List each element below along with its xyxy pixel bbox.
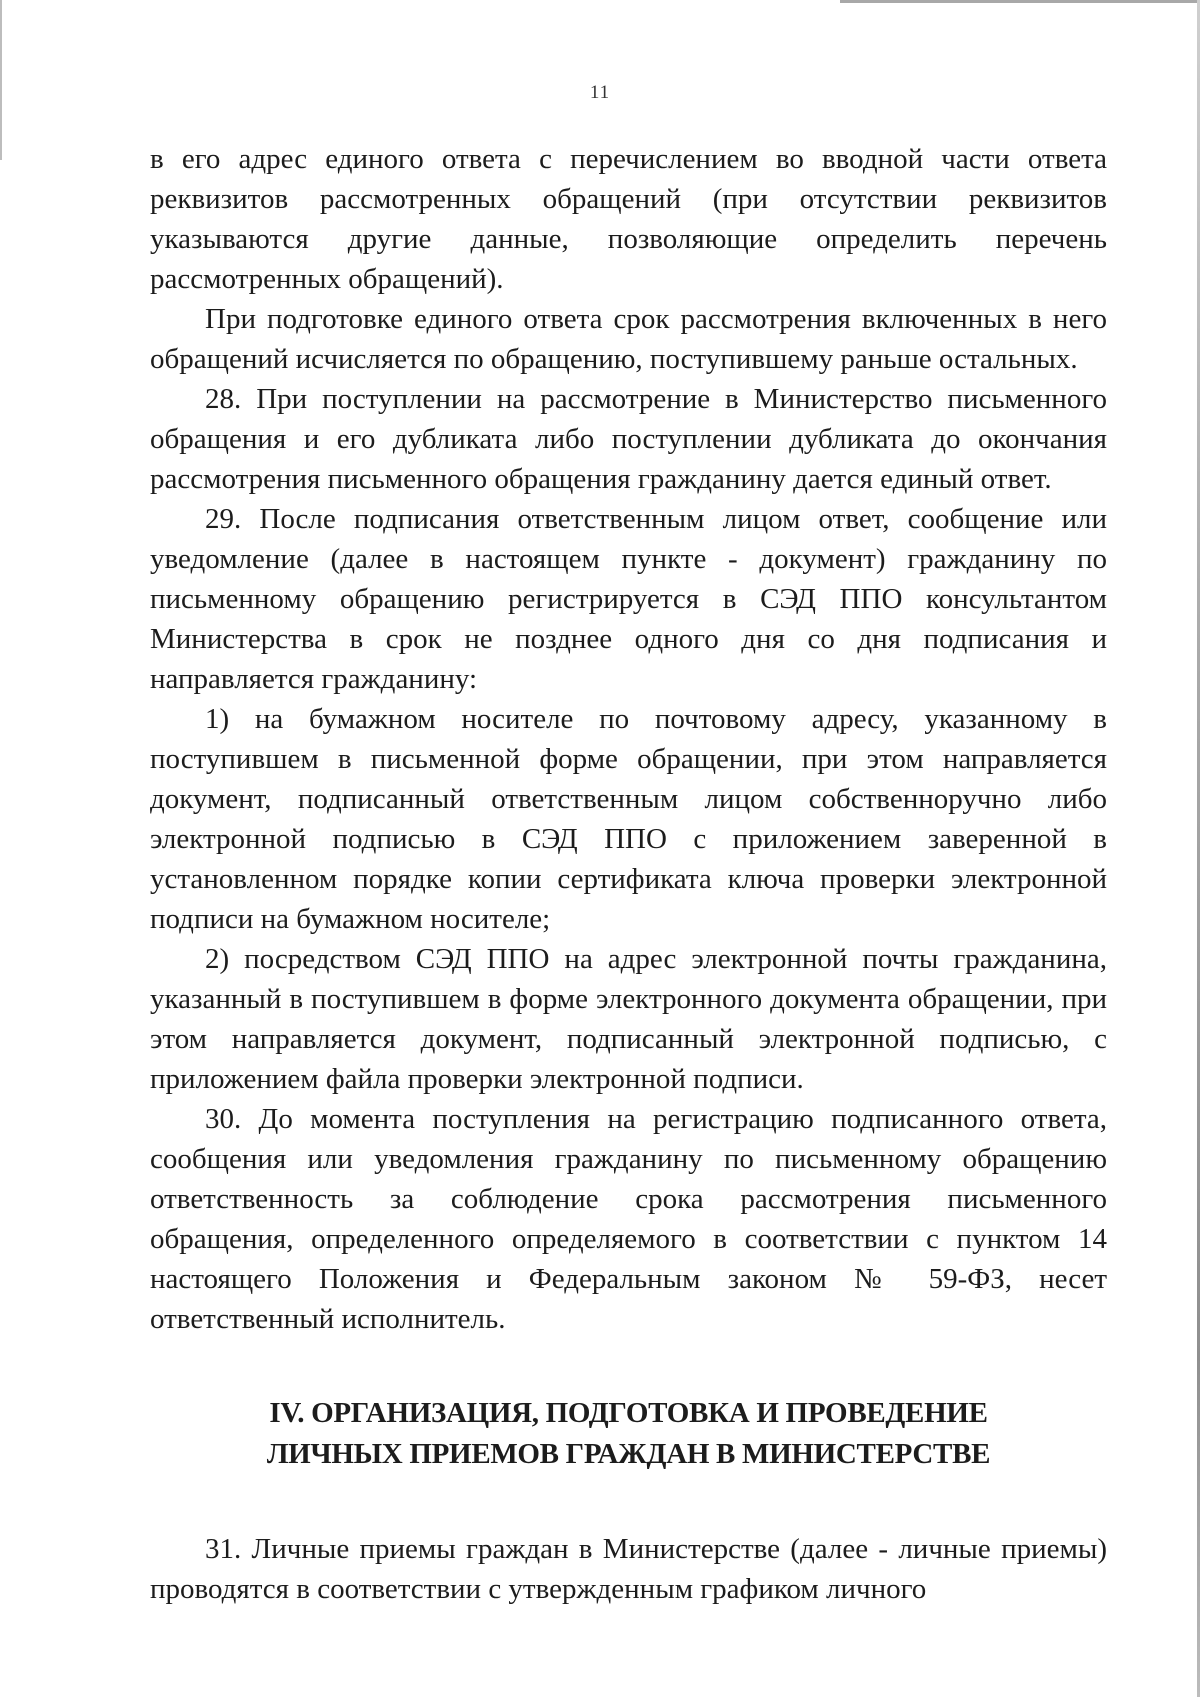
document-body xyxy=(150,139,1107,1609)
scan-edge-left xyxy=(0,0,2,160)
section-heading xyxy=(150,1393,1107,1475)
paragraph-28: 28. При поступлении на рассмотрение в Министерство письменного обращения и его дубликата либо поступлении дубликата до окончания рассмотрения письменного обращения гражданину дается единый ответ. xyxy=(150,383,1107,495)
paragraph-single-answer: При подготовке единого ответа срок рассмотрения включенных в него обращений исчисляется по обращению, поступившему раньше остальных. xyxy=(150,303,1107,375)
paragraph-31: 31. Личные приемы граждан в Министерстве (далее - личные приемы) проводятся в соответствии с утвержденным графиком личного xyxy=(150,1533,1107,1605)
paragraph-29-item-2: 2) посредством СЭД ППО на адрес электронной почты гражданина, указанный в поступившем в форме электронного документа обращении, при этом направляется документ, подписанный электронной подписью, с приложением файла проверки электронной подписи. xyxy=(150,943,1107,1095)
scan-edge-top xyxy=(840,0,1200,3)
section-heading-line-2: ЛИЧНЫХ ПРИЕМОВ ГРАЖДАН В МИНИСТЕРСТВЕ xyxy=(266,1438,991,1470)
paragraph-29: 29. После подписания ответственным лицом ответ, сообщение или уведомление (далее в настоящем пункте - документ) гражданину по письменному обращению регистрируется в СЭД ППО консультантом Министерства в срок не позднее одного дня со дня подписания и направляется гражданину: xyxy=(150,503,1107,695)
section-heading-line-1: IV. ОРГАНИЗАЦИЯ, ПОДГОТОВКА И ПРОВЕДЕНИЕ xyxy=(269,1397,988,1429)
paragraph-continuation: в его адрес единого ответа с перечислением во вводной части ответа реквизитов рассмотренных обращений (при отсутствии реквизитов указываются другие данные, позволяющие определить перечень рассмотренных обращений). xyxy=(150,143,1107,295)
page-number: 11 xyxy=(589,82,611,103)
paragraph-29-item-1: 1) на бумажном носителе по почтовому адресу, указанному в поступившем в письменной форме обращении, при этом направляется документ, подписанный ответственным лицом собственноручно либо электронной подписью в СЭД ППО с приложением заверенной в установленном порядке копии сертификата ключа проверки электронной подписи на бумажном носителе; xyxy=(150,703,1107,935)
paragraph-30: 30. До момента поступления на регистрацию подписанного ответа, сообщения или уведомления гражданину по письменному обращению ответственность за соблюдение срока рассмотрения письменного обращения, определенного определяемого в соответствии с пунктом 14 настоящего Положения и Федеральным законом № 59-ФЗ, несет ответственный исполнитель. xyxy=(150,1103,1107,1335)
